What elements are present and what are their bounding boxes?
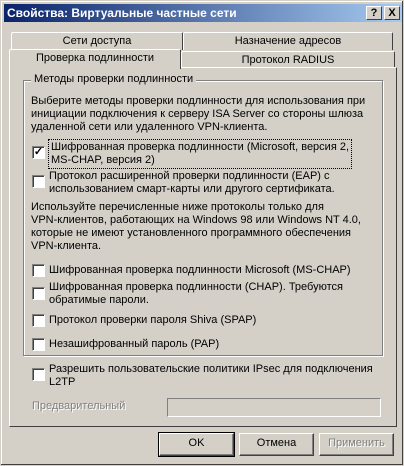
mschapv2-checkbox[interactable]: ✓ [33, 146, 44, 158]
pap-label[interactable]: Незашифрованный пароль (PAP) [49, 338, 220, 350]
tab-address-assignment[interactable]: Назначение адресов [183, 32, 393, 50]
mschapv2-label[interactable]: Шифрованная проверка подлинности (Microsoft, версия 2, MS-CHAP, версия 2) [51, 141, 350, 166]
close-button[interactable]: X [384, 6, 400, 20]
auth-intro-text: Выберите методы проверки подлинности для использования при инициации подключения к серверу ISA Server со стороны шлюза удаленной сети или удаленного VPN-клиента. [31, 95, 366, 133]
tab-access-networks[interactable]: Сети доступа [11, 32, 183, 50]
ipsec-policy-label[interactable]: Разрешить пользовательские политики IPsec для подключения L2TP [49, 363, 373, 388]
ok-button[interactable]: OK [159, 433, 234, 456]
chap-checkbox[interactable] [32, 287, 45, 300]
eap-checkbox[interactable] [32, 175, 45, 188]
chap-label[interactable]: Шифрованная проверка подлинности (CHAP). Требуются обратимые пароли. [49, 281, 343, 306]
ipsec-policy-checkbox[interactable] [32, 368, 45, 381]
mschap-label[interactable]: Шифрованная проверка подлинности Microsoft (MS-CHAP) [49, 264, 351, 276]
legacy-note-text: Используйте перечисленные ниже протоколы только для VPN-клиентов, работающих на Windows 98 или Windows NT 4.0, которые не имеют установленного программного обеспечения VPN-клиента. [31, 201, 361, 252]
tab-authentication[interactable]: Проверка подлинности [9, 49, 181, 69]
mschap-checkbox[interactable] [32, 264, 45, 277]
spap-checkbox[interactable] [32, 314, 45, 327]
preshared-key-label: Предварительный [32, 400, 126, 412]
cancel-button[interactable]: Отмена [239, 433, 314, 456]
apply-button[interactable]: Применить [319, 433, 394, 456]
auth-methods-group-title: Методы проверки подлинности [31, 73, 196, 85]
eap-label[interactable]: Протокол расширенной проверки подлинности (EAP) с использованием смарт-карты или другого сертификата. [49, 170, 335, 195]
pap-checkbox[interactable] [32, 338, 45, 351]
tab-radius[interactable]: Протокол RADIUS [181, 51, 395, 69]
spap-label[interactable]: Протокол проверки пароля Shiva (SPAP) [49, 314, 257, 326]
help-button[interactable]: ? [366, 6, 382, 20]
title-bar[interactable] [4, 4, 402, 22]
dialog-title: Свойства: Виртуальные частные сети [7, 6, 237, 20]
preshared-key-field[interactable] [167, 398, 381, 417]
